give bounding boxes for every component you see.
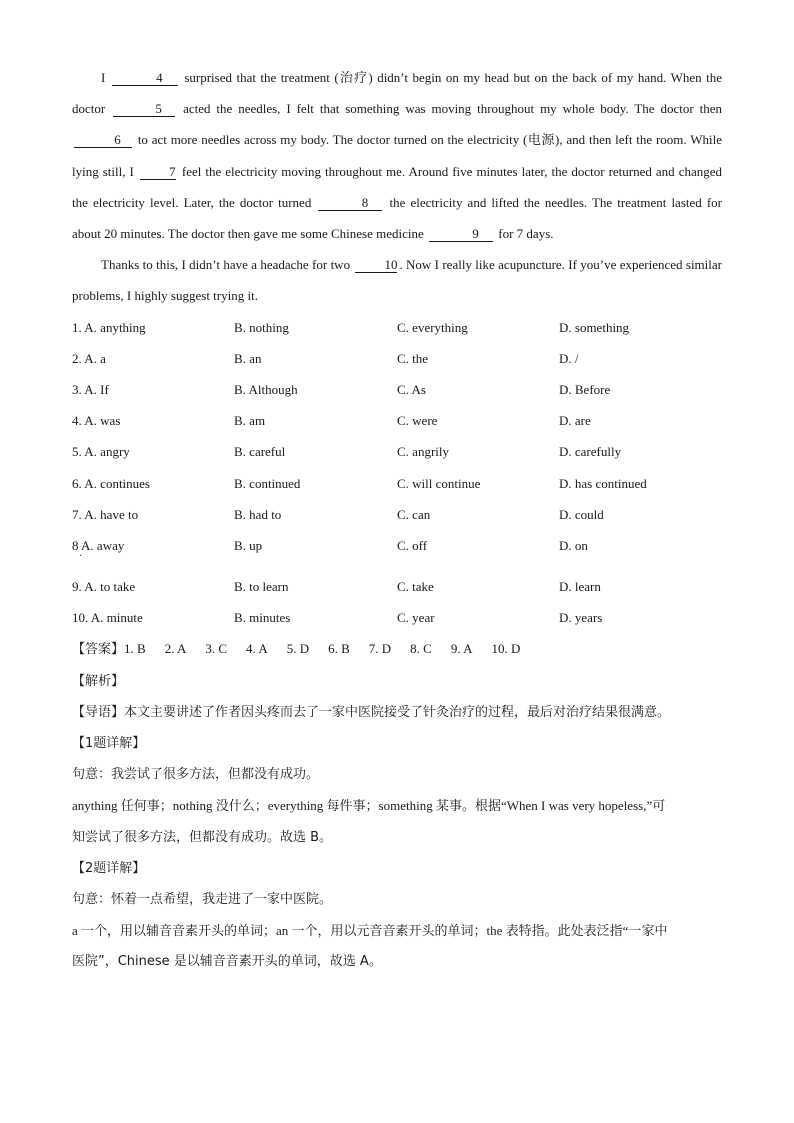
option-d: D. on (559, 537, 588, 553)
option-row-5 (72, 436, 722, 467)
answer-item: 4. A (246, 641, 268, 657)
q1-explain-line-2: 知尝试了很多方法，但都没有成功。故选 B。 (72, 829, 333, 845)
q2-heading: 【2题详解】 (72, 860, 146, 876)
option-a: 4. A. was (72, 413, 121, 429)
option-b: B. an (234, 350, 262, 366)
answer-item: 8. C (410, 641, 432, 657)
passage-text: the electricity and lifted the needles. The treatment lasted for about 20 minutes. The doctor then gave me some Chinese medicine (72, 194, 723, 242)
q2-explain-line-2: 医院”，Chinese 是以辅音音素开头的单词，故选 A。 (72, 954, 382, 970)
option-b: B. Although (234, 382, 298, 397)
option-d: D. something (559, 319, 630, 335)
blank-7: 7 (140, 164, 176, 180)
option-row-1 (72, 312, 722, 343)
answer-item: 1. B (124, 641, 146, 657)
q2-meaning: 句意：怀着一点希望，我走进了一家中医院。 (72, 891, 333, 907)
blank-6: 6 (74, 132, 132, 148)
option-row-4 (72, 405, 722, 436)
option-row-9 (72, 571, 722, 602)
option-c: C. everything (397, 319, 468, 335)
option-row-3 (72, 374, 722, 405)
blank-10: 10 (355, 257, 397, 273)
option-a: 2. A. a (72, 350, 106, 366)
option-d: D. learn (559, 578, 601, 594)
passage-paragraph-1 (72, 62, 722, 249)
option-a: 1. A. anything (72, 319, 146, 335)
option-c: C. off (397, 537, 428, 553)
answer-line (72, 633, 722, 665)
answer-item: 10. D (491, 641, 521, 657)
option-row-10 (72, 602, 722, 633)
blank-4: 4 (112, 70, 178, 86)
passage-text: I (101, 70, 106, 85)
passage-text: to act more needles across my body. The doctor turned on the electricity (电源), and then left the room. While lying still, I (72, 132, 722, 179)
option-b: B. am (234, 413, 266, 429)
analysis-intro: 【导语】本文主要讲述了作者因头疼而去了一家中医院接受了针灸治疗的过程，最后对治疗结果很满意。 (72, 704, 671, 720)
option-a: 3. A. If (72, 382, 109, 397)
option-a: 10. A. minute (72, 610, 143, 626)
passage-text: surprised that the treatment (治疗) didn’t begin on my head but on the back of my hand. When the doctor (72, 70, 723, 117)
option-b: B. up (234, 537, 263, 553)
option-b: B. minutes (234, 610, 291, 626)
option-d: D. carefully (559, 444, 622, 460)
answer-item: 7. D (368, 641, 392, 657)
passage-text: for 7 days. (498, 226, 554, 242)
page-content (72, 62, 722, 978)
option-d: D. / (559, 350, 579, 366)
answer-item: 2. A (164, 641, 187, 657)
answer-item: 9. A (450, 641, 473, 657)
stray-dot-mark: · (79, 550, 83, 562)
blank-8: 8 (318, 195, 382, 211)
option-a: 6. A. continues (72, 475, 150, 491)
q1-heading: 【1题详解】 (72, 735, 146, 751)
option-d: D. could (559, 506, 604, 522)
option-c: C. take (397, 578, 434, 594)
option-row-6 (72, 468, 722, 499)
option-c: C. can (397, 506, 431, 522)
passage-text: feel the electricity moving throughout me. Around five minutes later, the doctor returned and changed the electricity level. Later, the doctor turned (72, 163, 723, 210)
option-row-2 (72, 343, 722, 374)
option-c: C. the (397, 350, 429, 366)
option-d: D. has continued (559, 475, 647, 491)
option-a: 9. A. to take (72, 578, 136, 594)
option-b: B. to learn (234, 578, 289, 594)
answer-label: 【答案】 (72, 642, 125, 658)
option-c: C. year (397, 610, 435, 626)
options-list (72, 312, 722, 634)
answer-item: 3. C (205, 641, 228, 657)
option-c: C. were (397, 413, 438, 429)
option-b: B. continued (234, 475, 301, 491)
answer-item: 6. B (328, 641, 350, 657)
q1-explain-line-1: anything 任何事；nothing 没什么；everything 每件事；something 某事。根据“When I was very hopeless,”可 (72, 798, 666, 814)
option-row-7 (72, 499, 722, 530)
analysis-label: 【解析】 (72, 673, 125, 689)
option-b: B. had to (234, 506, 282, 522)
blank-9: 9 (429, 226, 493, 242)
option-row-8 (72, 530, 722, 571)
answer-item: 5. D (286, 641, 310, 657)
option-a: 8 A. away (72, 537, 125, 553)
option-c: C. angrily (397, 444, 449, 460)
option-b: B. careful (234, 444, 286, 460)
option-a: 5. A. angry (72, 444, 130, 460)
passage-text: . Now I really like acupuncture. If you’ve experienced similar problems, I highly suggest trying it. (72, 257, 722, 304)
passage-text: acted the needles, I felt that something was moving throughout my whole body. The doctor then (183, 101, 723, 117)
option-c: C. will continue (397, 475, 481, 491)
option-c: C. As (397, 382, 426, 397)
passage-paragraph-2 (72, 249, 722, 311)
q1-meaning: 句意：我尝试了很多方法，但都没有成功。 (72, 767, 320, 783)
option-a: 7. A. have to (72, 506, 139, 522)
option-d: D. Before (559, 382, 611, 397)
blank-5: 5 (113, 101, 175, 117)
passage-text: Thanks to this, I didn’t have a headache for two (101, 257, 351, 273)
q2-explain-line-1: a 一个，用以辅音音素开头的单词；an 一个，用以元音音素开头的单词；the 表特指。此处表泛指“一家中 (72, 923, 668, 939)
option-d: D. are (559, 413, 591, 429)
option-d: D. years (559, 610, 603, 626)
option-b: B. nothing (234, 319, 289, 335)
